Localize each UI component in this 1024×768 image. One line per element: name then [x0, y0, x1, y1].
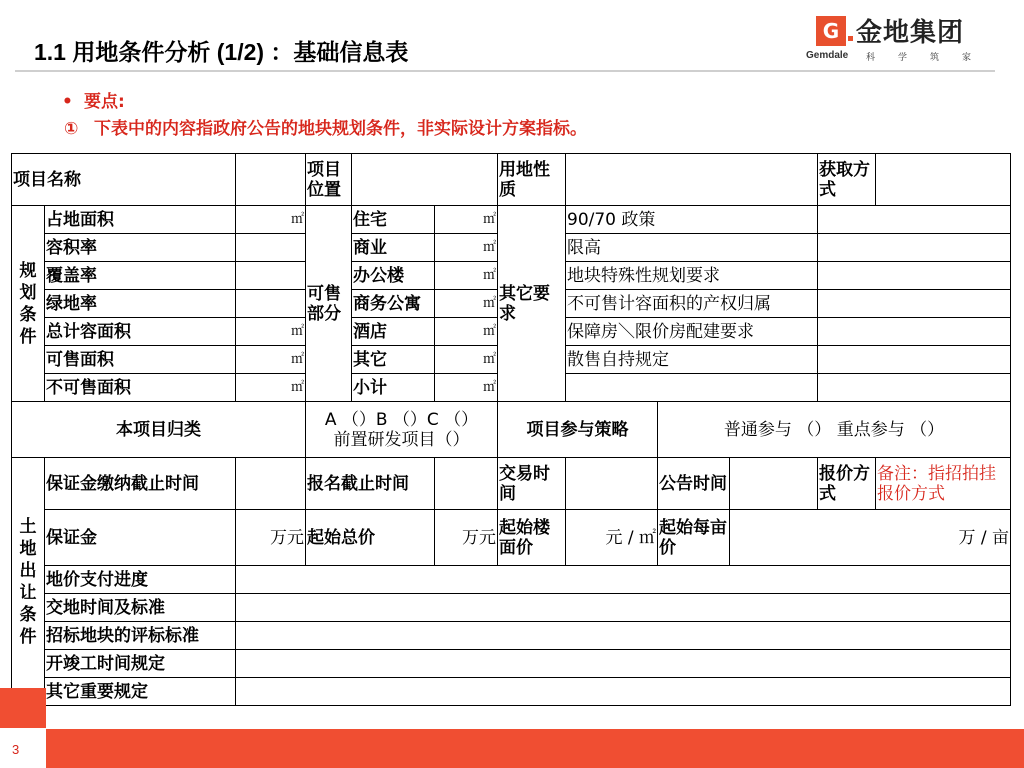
- saleable-type-label: 住宅: [352, 206, 435, 234]
- start-total-price-value[interactable]: 万元: [435, 510, 498, 566]
- saleable-part-label: 可售部分: [306, 206, 352, 402]
- transfer-row-label: 其它重要规定: [45, 678, 236, 706]
- saleable-type-label: 小计: [352, 374, 435, 402]
- strategy-label: 项目参与策略: [498, 402, 658, 458]
- transfer-row-label: 地价支付进度: [45, 566, 236, 594]
- basic-info-table: [11, 153, 1011, 706]
- requirement-item: 地块特殊性规划要求: [566, 262, 818, 290]
- planning-row-value[interactable]: ㎡: [236, 318, 306, 346]
- land-nature-value[interactable]: [566, 154, 818, 206]
- planning-row-label: 可售面积: [45, 346, 236, 374]
- transfer-row-value[interactable]: [236, 650, 1011, 678]
- footer-bar: [46, 729, 1024, 768]
- planning-row-value[interactable]: [236, 234, 306, 262]
- planning-row-label: 占地面积: [45, 206, 236, 234]
- class-abc-options[interactable]: A （）B （）C （）: [324, 409, 479, 430]
- logo-english-name: Gemdale: [806, 50, 849, 61]
- saleable-type-label: 商务公寓: [352, 290, 435, 318]
- circled-number-icon: ①: [64, 119, 79, 139]
- deposit-label: 保证金: [45, 510, 236, 566]
- saleable-type-label: 其它: [352, 346, 435, 374]
- requirement-item: 不可售计容面积的产权归属: [566, 290, 818, 318]
- project-name-value[interactable]: [236, 154, 306, 206]
- quote-method-label: 报价方式: [818, 458, 876, 510]
- acquire-method-value[interactable]: [876, 154, 1011, 206]
- land-transfer-conditions-label: 土地出让条件: [12, 458, 45, 706]
- planning-row-value[interactable]: [236, 290, 306, 318]
- logo-dot: [848, 36, 853, 41]
- transfer-row-value[interactable]: [236, 566, 1011, 594]
- deposit-value[interactable]: 万元: [236, 510, 306, 566]
- pre-dev-option[interactable]: 前置研发项目（）: [333, 429, 470, 450]
- key-point-1: [64, 114, 587, 139]
- start-floor-price-value[interactable]: 元 / ㎡: [566, 510, 658, 566]
- footer-accent-block: [0, 688, 46, 728]
- start-floor-price-label: 起始楼面价: [498, 510, 566, 566]
- planning-row-value[interactable]: ㎡: [236, 374, 306, 402]
- transfer-row-value[interactable]: [236, 678, 1011, 706]
- signup-deadline-label: 报名截止时间: [306, 458, 435, 510]
- trade-time-value[interactable]: [566, 458, 658, 510]
- transfer-row-label: 招标地块的评标标准: [45, 622, 236, 650]
- transfer-row-value[interactable]: [236, 594, 1011, 622]
- requirement-value[interactable]: [818, 234, 1011, 262]
- page-title: 1.1 用地条件分析 (1/2) ：基础信息表: [34, 39, 409, 65]
- saleable-type-value[interactable]: ㎡: [435, 346, 498, 374]
- announce-time-value[interactable]: [730, 458, 818, 510]
- requirement-value[interactable]: [818, 374, 1011, 402]
- start-mu-price-label: 起始每亩价: [658, 510, 730, 566]
- classification-label: 本项目归类: [12, 402, 306, 458]
- page-number: 3: [12, 742, 20, 757]
- announce-time-label: 公告时间: [658, 458, 730, 510]
- key-point-text: 下表中的内容指政府公告的地块规划条件，非实际设计方案指标。: [94, 119, 587, 139]
- bullet-icon: •: [62, 92, 73, 112]
- title-divider: [15, 70, 995, 72]
- requirement-value[interactable]: [818, 346, 1011, 374]
- planning-row-value[interactable]: [236, 262, 306, 290]
- requirement-item: 限高: [566, 234, 818, 262]
- logo-mark-icon: G: [816, 16, 846, 46]
- saleable-type-value[interactable]: ㎡: [435, 206, 498, 234]
- requirement-item: 保障房＼限价房配建要求: [566, 318, 818, 346]
- requirement-value[interactable]: [818, 290, 1011, 318]
- saleable-type-value[interactable]: ㎡: [435, 262, 498, 290]
- saleable-type-label: 商业: [352, 234, 435, 262]
- planning-conditions-label: 规划条件: [12, 206, 45, 402]
- requirement-item: [566, 374, 818, 402]
- saleable-type-value[interactable]: ㎡: [435, 374, 498, 402]
- requirement-value[interactable]: [818, 262, 1011, 290]
- trade-time-label: 交易时间: [498, 458, 566, 510]
- requirement-item: 散售自持规定: [566, 346, 818, 374]
- start-mu-price-value[interactable]: 万 / 亩: [730, 510, 1011, 566]
- saleable-type-value[interactable]: ㎡: [435, 318, 498, 346]
- land-nature-label: 用地性质: [498, 154, 566, 206]
- saleable-type-label: 办公楼: [352, 262, 435, 290]
- project-location-label: 项目位置: [306, 154, 352, 206]
- quote-method-remark: 备注：指招拍挂报价方式: [876, 458, 1011, 510]
- transfer-row-value[interactable]: [236, 622, 1011, 650]
- saleable-type-value[interactable]: ㎡: [435, 234, 498, 262]
- other-requirements-label: 其它要求: [498, 206, 566, 402]
- project-name-label: 项目名称: [12, 154, 236, 206]
- requirement-value[interactable]: [818, 318, 1011, 346]
- key-points-label: 要点:: [84, 92, 125, 112]
- key-points-heading: [62, 87, 125, 112]
- strategy-options[interactable]: 普通参与 （） 重点参与 （）: [658, 402, 1011, 458]
- logo-chinese-name: 金地集团: [856, 18, 965, 48]
- signup-deadline-value[interactable]: [435, 458, 498, 510]
- deposit-deadline-value[interactable]: [236, 458, 306, 510]
- planning-row-label: 不可售面积: [45, 374, 236, 402]
- acquire-method-label: 获取方式: [818, 154, 876, 206]
- requirement-item: 90/70 政策: [566, 206, 818, 234]
- saleable-type-value[interactable]: ㎡: [435, 290, 498, 318]
- company-logo: [806, 14, 995, 66]
- classification-options[interactable]: [306, 402, 498, 458]
- planning-row-label: 总计容面积: [45, 318, 236, 346]
- deposit-deadline-label: 保证金缴纳截止时间: [45, 458, 236, 510]
- saleable-type-label: 酒店: [352, 318, 435, 346]
- planning-row-value[interactable]: ㎡: [236, 346, 306, 374]
- transfer-row-label: 开竣工时间规定: [45, 650, 236, 678]
- logo-slogan: 科学筑家: [866, 53, 995, 63]
- planning-row-label: 容积率: [45, 234, 236, 262]
- planning-row-label: 覆盖率: [45, 262, 236, 290]
- planning-row-label: 绿地率: [45, 290, 236, 318]
- project-location-value[interactable]: [352, 154, 498, 206]
- planning-row-value[interactable]: ㎡: [236, 206, 306, 234]
- start-total-price-label: 起始总价: [306, 510, 435, 566]
- transfer-row-label: 交地时间及标准: [45, 594, 236, 622]
- requirement-value[interactable]: [818, 206, 1011, 234]
